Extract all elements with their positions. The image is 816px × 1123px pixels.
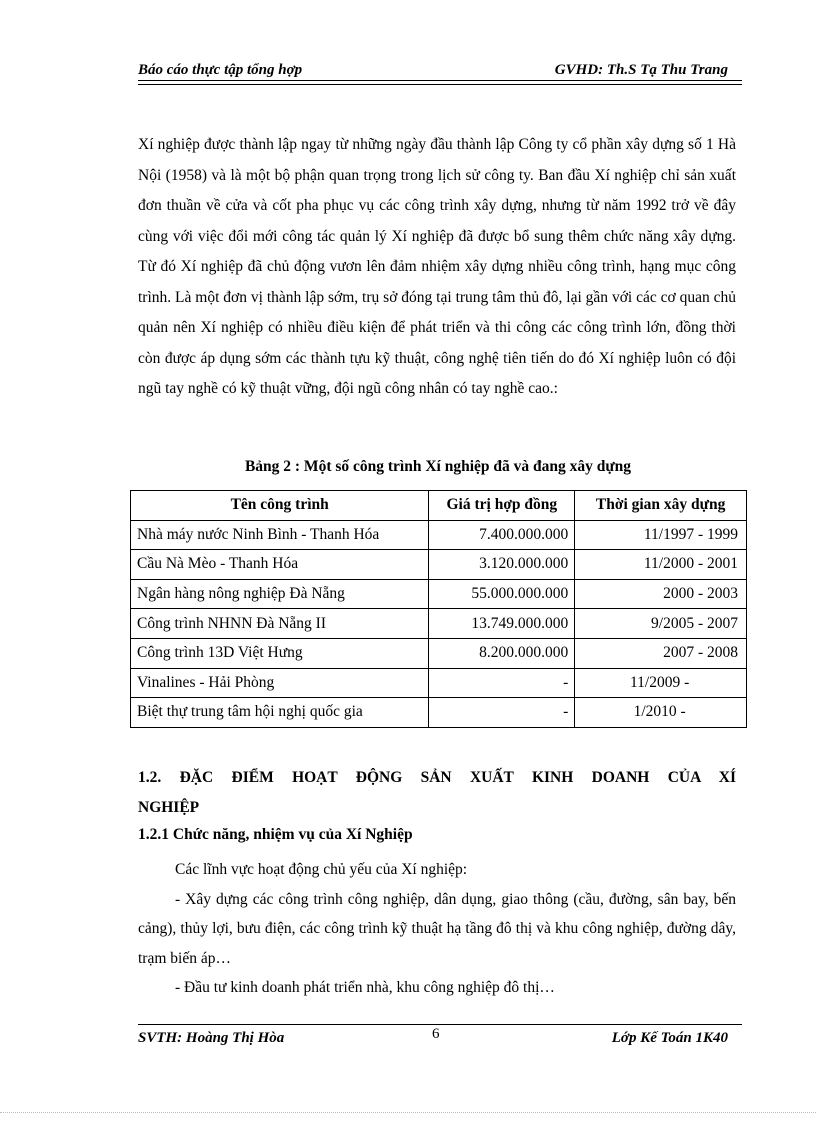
table-row — [131, 550, 747, 580]
paragraph: - Đầu tư kinh doanh phát triển nhà, khu công nghiệp đô thị… — [175, 979, 555, 996]
table-row — [131, 579, 747, 609]
table-caption: Bảng 2 : Một số công trình Xí nghiệp đã và đang xây dựng — [244, 458, 632, 475]
intro-paragraph: Xí nghiệp được thành lập ngay từ những ngày đầu thành lập Công ty cổ phần xây dựng số 1 Hà Nội (1958) và là một bộ phận quan trọng trong lịch sử công ty. Ban đầu Xí nghiệp chỉ sản xuất đơn thuần về cửa và cốt pha phục vụ các công trình xây dựng, nhưng từ năm 1992 trở về đây cùng với việc đổi mới công tác quản lý Xí nghiệp đã được bổ sung thêm chức năng xây dựng. Từ đó Xí nghiệp đã chủ động vươn lên đảm nhiệm xây dựng nhiều công trình, hạng mục công trình. Là một đơn vị thành lập sớm, trụ sở đóng tại trung tâm thủ đô, lại gần với các cơ quan chủ quản nên Xí nghiệp có nhiều điều kiện để phát triển và thi công các công trình lớn, đồng thời còn được áp dụng sớm các thành tựu kỹ thuật, công nghệ tiên tiến do đó Xí nghiệp luôn có đội ngũ tay nghề có kỹ thuật vững, đội ngũ công nhân có tay nghề cao.: — [138, 136, 736, 397]
contract-value: - — [429, 698, 575, 728]
contract-value: 8.200.000.000 — [429, 638, 575, 668]
construction-time: 2000 - 2003 — [575, 579, 747, 609]
construction-time: 11/2009 - — [575, 668, 747, 698]
column-header-name: Tên công trình — [131, 491, 429, 521]
header-supervisor: GVHD: Th.S Tạ Thu Trang — [554, 62, 728, 78]
construction-time: 9/2005 - 2007 — [575, 609, 747, 639]
project-name: Vinalines - Hải Phòng — [131, 668, 429, 698]
construction-time: 11/2000 - 2001 — [575, 550, 747, 580]
projects-table — [130, 490, 747, 728]
table-row — [131, 638, 747, 668]
section-heading-line2: NGHIỆP — [138, 799, 200, 816]
column-header-value: Giá trị hợp đồng — [429, 491, 575, 521]
footer-rule — [138, 1024, 742, 1025]
project-name: Công trình NHNN Đà Nẵng II — [131, 609, 429, 639]
header-report-title: Báo cáo thực tập tổng hợp — [138, 62, 303, 78]
table-row — [131, 609, 747, 639]
table-row — [131, 698, 747, 728]
page-footer — [138, 1024, 742, 1054]
header-rule-thin — [138, 84, 742, 85]
construction-time: 1/2010 - — [575, 698, 747, 728]
table-row — [131, 520, 747, 550]
paragraph: - Xây dựng các công trình công nghiệp, dân dụng, giao thông (cầu, đường, sân bay, bến cảng), thủy lợi, bưu điện, các công trình kỹ thuật hạ tầng đô thị và khu công nghiệp, đường dây, trạm biến áp… — [138, 890, 736, 967]
footer-class: Lớp Kế Toán 1K40 — [611, 1030, 728, 1046]
project-name: Ngân hàng nông nghiệp Đà Nẵng — [131, 579, 429, 609]
header-rule — [138, 80, 742, 81]
footer-student: SVTH: Hoàng Thị Hòa — [138, 1030, 285, 1046]
contract-value: 7.400.000.000 — [429, 520, 575, 550]
section-heading-line1: 1.2. ĐẶC ĐIỂM HOẠT ĐỘNG SẢN XUẤT KINH DOANH CỦA XÍ — [138, 769, 736, 786]
subsection-heading: 1.2.1 Chức năng, nhiệm vụ của Xí Nghiệp — [138, 826, 413, 843]
contract-value: 3.120.000.000 — [429, 550, 575, 580]
project-name: Nhà máy nước Ninh Bình - Thanh Hóa — [131, 520, 429, 550]
paragraph: Các lĩnh vực hoạt động chủ yếu của Xí nghiệp: — [175, 861, 468, 878]
page-header — [138, 56, 742, 84]
construction-time: 2007 - 2008 — [575, 638, 747, 668]
construction-time: 11/1997 - 1999 — [575, 520, 747, 550]
contract-value: - — [429, 668, 575, 698]
table-row — [131, 668, 747, 698]
section-heading — [138, 763, 736, 823]
page-break-line — [0, 1112, 816, 1113]
project-name: Biệt thự trung tâm hội nghị quốc gia — [131, 698, 429, 728]
contract-value: 55.000.000.000 — [429, 579, 575, 609]
functions-section — [138, 855, 736, 1003]
project-name: Cầu Nà Mèo - Thanh Hóa — [131, 550, 429, 580]
contract-value: 13.749.000.000 — [429, 609, 575, 639]
page-number: 6 — [432, 1026, 440, 1042]
table-header-row — [131, 491, 747, 521]
project-name: Công trình 13D Việt Hưng — [131, 638, 429, 668]
column-header-time: Thời gian xây dựng — [575, 491, 747, 521]
